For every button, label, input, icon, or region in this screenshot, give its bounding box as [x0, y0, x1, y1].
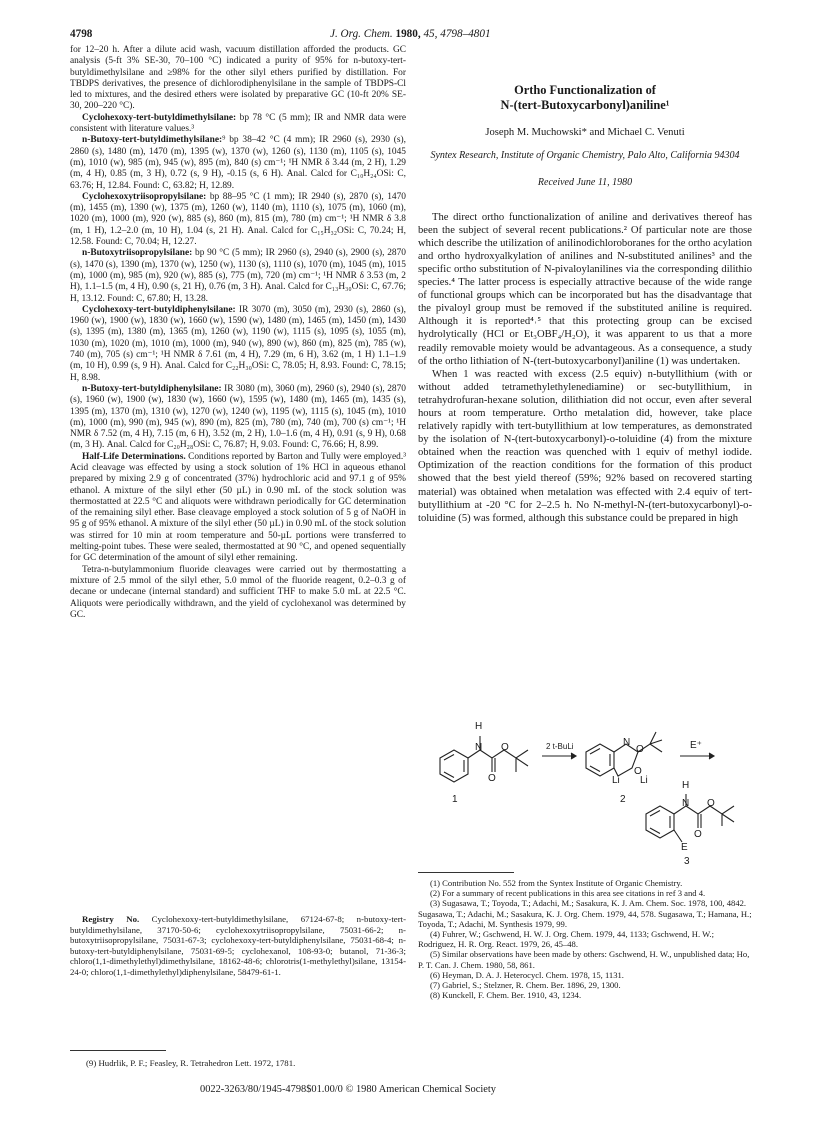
footnote-4: (4) Fuhrer, W.; Gschwend, H. W. J. Org. Chem. 1979, 44, 1133; Gschwend, H. W.; Rodriguez, H. R. Org. React. 1979, 26, 45–48.	[418, 929, 714, 950]
journal-citation	[330, 28, 491, 40]
article-title	[418, 83, 752, 113]
atom-o-4: O	[636, 744, 644, 755]
compound-entry-6	[70, 384, 406, 452]
electrophile-label: E⁺	[690, 740, 702, 751]
compound-label-2: 2	[620, 794, 626, 805]
article-authors: Joseph M. Muchowski* and Michael C. Venuti	[485, 127, 685, 138]
compound-entry-3	[70, 192, 406, 248]
compound-text-3: bp 88–95 °C (1 mm); IR 2940 (s), 2870 (s), 1470 (m), 1455 (m), 1390 (w), 1375 (m), 1260 (w), 1140 (m), 1110 (s), 1075 (m), 1060 (m), 1020 (m), 1000 (m), 920 (w), 885 (s), 860 (m), 815 (m), 780 (m) cm⁻¹; ¹H NMR δ 3.8 (m, 1 H), 1.2–2.0 (m, 10 H), 1.04 (s, 21 H). Anal. Calcd for C₁₅H₃₂OSi: C, 70.24; H, 12.58. Found: C, 70.04; H, 12.27.	[70, 191, 406, 248]
compound-name-2: n-Butoxy-tert-butyldimethylsilane:	[82, 135, 223, 146]
journal-year: 1980,	[395, 28, 421, 40]
reaction-scheme	[418, 718, 752, 868]
compound-entry-4	[70, 248, 406, 304]
footnote-2: (2) For a summary of recent publications in this area see citations in ref 3 and 4.	[430, 888, 706, 899]
compound-name-6: n-Butoxy-tert-butyldiphenylsilane:	[82, 383, 222, 394]
article-body	[418, 211, 752, 525]
received-date: Received June 11, 1980	[537, 177, 633, 189]
footnote-7: (7) Gabriel, S.; Stelzner, R. Chem. Ber. 1896, 29, 1300.	[430, 980, 621, 991]
atom-o-6: O	[707, 798, 715, 809]
left-paragraph-last: Tetra-n-butylammonium fluoride cleavages were carried out by thermostatting a mixture of 2.5 mmol of the silyl ether, 5.0 mmol of the fluoride reagent, 0.2–0.3 g of decane or undecane (internal standard) and sufficient THF to make 5.0 mL at 22.5 °C. Aliquots were periodically withdrawn, and the yield of cyclohexanol was determined by GC.	[70, 564, 406, 620]
article-title-line-1: Ortho Functionalization of	[514, 83, 656, 97]
footnote-5: (5) Similar observations have been made by others: Gschwend, H. W., unpublished data; Ho, P. T. Can. J. Chem. 1980, 58, 861.	[418, 949, 750, 970]
atom-h-3: H	[682, 780, 690, 791]
compound-name-4: n-Butoxytriisopropylsilane:	[82, 248, 193, 259]
half-life-heading: Half-Life Determinations.	[82, 451, 186, 462]
journal-volume: 45,	[423, 28, 438, 40]
compound-text-4: bp 90 °C (5 mm); IR 2960 (s), 2940 (s), 2900 (s), 2870 (s), 1470 (s), 1390 (m), 1370 (w), 1250 (w), 1130 (s), 1110 (s), 1070 (m), 1045 (m), 1015 (m), 1000 (m), 985 (m), 920 (w), 885 (s), 775 (m), 720 (m) cm⁻¹; ¹H NMR δ 3.53 (m, 2 H), 1.1–1.5 (m, 4 H), 0.90 (s, 21 H), 0.76 (m, 3 H). Anal. Calcd for C₁₃H₃₀OSi: C, 67.76; H, 13.12. Found: C, 67.80; H, 13.28.	[70, 248, 406, 304]
page-number: 4798	[70, 28, 93, 40]
journal-name: J. Org. Chem.	[330, 28, 393, 40]
running-header	[70, 28, 750, 44]
compound-label-3: 3	[684, 856, 690, 867]
footnote-3: (3) Sugasawa, T.; Toyoda, T.; Adachi, M.; Sasakura, K. J. Am. Chem. Soc. 1978, 100, 4842. Sugasawa, T.; Adachi, M.; Sasakura, K. J. Org. Chem. 1979, 44, 578. Sugasawa, T.; Hamana, H.; Toyoda, T.; Adachi, M. Synthesis 1979, 99.	[418, 898, 752, 929]
compound-entry-2	[70, 135, 406, 191]
footnote-8: (8) Kunckell, F. Chem. Ber. 1910, 43, 1234.	[430, 990, 582, 1001]
footnote-9: (9) Hudrlik, P. F.; Feasley, R. Tetrahedron Lett. 1972, 1781.	[86, 1058, 296, 1068]
compound-name-1: Cyclohexoxy-tert-butyldimethylsilane:	[82, 112, 237, 123]
atom-o-1: O	[488, 773, 496, 784]
half-life-section	[70, 452, 406, 565]
reagent-label: 2 t-BuLi	[546, 742, 574, 751]
footnote-1: (1) Contribution No. 552 from the Syntex Institute of Organic Chemistry.	[430, 878, 683, 888]
compound-text-2: ⁹ bp 38–42 °C (4 mm); IR 2960 (s), 2930 (s), 2860 (s), 1480 (m), 1470 (m), 1395 (w), 1370 (w), 1260 (s), 1130 (m), 1105 (s), 1045 (m), 1010 (w), 985 (m), 945 (w), 895 (m), 840 (s) cm⁻¹; ¹H NMR δ 3.44 (m, 2 H), 1.29 (m, 4 H), 0.85 (m, 3 H), 0.72 (s, 9 H), -0.15 (s, 6 H). Anal. Calcd for C₁₀H₂₄OSi: C, 63.76; H, 12.84. Found: C, 63.82; H, 12.89.	[70, 135, 406, 191]
body-paragraph-1: The direct ortho functionalization of aniline and derivatives thereof has been the subject of several recent publications.² Of particular note are those which describe the utilization of anilinodichloroboranes for the ortho acylation and ortho hydroxyalkylation of anilines and N-substituted anilines³ and the specific ortho substitution of N-pivaloylanilines via the corresponding dilithio species.⁴ The latter process is especially attractive because of the wide range of functional groups which can be incorporated but has the disadvantage that the pivaloyl group must be removed if the substituted aniline is required. Although it is reported⁴˒⁵ that this protecting group can be excised hydrolytically (HCl or Et₃OBF₄/H₂O), it was apparent to us that a more readily removable moiety would be advantageous. As a consequence, a study of the ortho lithiation of N-(tert-butoxycarbonyl)aniline (1) was undertaken.	[418, 211, 752, 367]
footnote-divider-right	[418, 872, 514, 873]
compound-text-1: bp 78 °C (5 mm); IR and NMR data were consistent with literature values.³	[70, 112, 406, 135]
atom-o-2: O	[501, 742, 509, 753]
compound-text-6: IR 3080 (m), 3060 (m), 2960 (s), 2940 (s), 2870 (s), 1960 (w), 1900 (w), 1830 (w), 1660 (w), 1595 (w), 1480 (m), 1465 (m), 1435 (s), 1395 (m), 1370 (m), 1310 (w), 1270 (w), 1240 (w), 1195 (w), 1115 (s), 1045 (m), 1010 (m), 1000 (m), 990 (m), 945 (w), 890 (m), 825 (m), 780 (m), 740 (m), 700 (s) cm⁻¹; ¹H NMR δ 7.52 (m, 4 H), 7.15 (m, 6 H), 3.52 (m, 2 H), 1.0–1.6 (m, 4 H), 0.91 (s, 9 H), 0.68 (m, 3 H). Anal. Calcd for C₂₀H₂₈OSi: C, 76.87; H, 9.03. Found: C, 76.66; H, 8.99.	[70, 383, 406, 451]
article-title-line-2: N-(tert-Butoxycarbonyl)aniline¹	[500, 98, 670, 112]
atom-o-3: O	[634, 766, 642, 777]
compound-name-5: Cyclohexoxy-tert-butyldiphenylsilane:	[82, 304, 236, 315]
compound-entry-5	[70, 305, 406, 384]
registry-numbers	[70, 914, 406, 978]
atom-li-2: Li	[640, 775, 648, 786]
atom-h-1: H	[475, 721, 483, 732]
compound-text-5: IR 3070 (m), 3050 (m), 2930 (s), 2860 (s), 1960 (w), 1900 (w), 1830 (w), 1660 (w), 1590 (w), 1480 (m), 1465 (m), 1450 (m), 1430 (s), 1395 (m), 1380 (m), 1365 (m), 1260 (w), 1190 (w), 1115 (s), 1095 (s), 1055 (m), 1030 (m), 1020 (m), 1010 (m), 1000 (m), 940 (w), 890 (w), 860 (m), 825 (m), 785 (w), 740 (m), 705 (s) cm⁻¹; ¹H NMR δ 7.61 (m, 4 H), 7.29 (m, 6 H), 3.62 (m, 1 H) 1.1–1.9 (m, 10 H), 0.99 (s, 9 H). Anal. Calcd for C₂₂H₃₀OSi: C, 78.05; H, 8.93. Found: C, 78.15; H, 8.98.	[70, 304, 406, 383]
atom-n-2: N	[623, 737, 631, 748]
journal-pages: 4798–4801	[440, 28, 491, 40]
copyright-footer: 0022-3263/80/1945-4798$01.00/0 © 1980 American Chemical Society	[200, 1084, 496, 1095]
compound-entry-1	[70, 113, 406, 136]
body-paragraph-2: When 1 was reacted with excess (2.5 equiv) n-butyllithium (with or without added tetramethylethylenediamine) or sec-butyllithium, in tetrahydrofuran-hexane solution, dilithiation did not occur, even after several hours at room temperature. Ortho metalation did, however, take place relatively rapidly with tert-butyllithium at low temperatures, as demonstrated by the isolation of N-(tert-butoxycarbonyl)-o-toluidine (4) from the mixture obtained when the reaction was quenched with 1 equiv of methyl iodide. Optimization of the reaction conditions for the formation of this product showed that the best yield thereof (59%; 92% based on recovered starting material) was obtained when metalation was effected with 2.4 equiv of tert-butyllithium at -20 °C for 2–2.5 h. No N-methyl-N-(tert-butoxycarbonyl)-o-toluidine (5) was formed, although this substance could be prepared in high	[418, 368, 752, 524]
atom-n-1: N	[475, 742, 483, 753]
atom-e: E	[681, 842, 688, 853]
footnote-6: (6) Heyman, D. A. J. Heterocycl. Chem. 1978, 15, 1131.	[430, 969, 624, 980]
atom-n-3: N	[682, 798, 690, 809]
half-life-text: Conditions reported by Barton and Tully were employed.³ Acid cleavage was effected by using a stock solution of 1% HCl in aqueous ethanol prepared by mixing 2.9 g of concentrated (37%) hydrochloric acid and 97.1 g of 95% ethanol. A mixture of the silyl ether (50 µL) in 0.90 mL of the stock solution was thermostatted at 22.5 °C and aliquots were withdrawn periodically for GC determination of the remaining silyl ether. Base cleavage employed a stock solution of 5 g of NaOH in 95 g of 95% ethanol. A mixture of the silyl ether (50 µL) in 0.90 mL of the stock solution was stirred for 10 min at room temperature and 50-µL portions were transferred to melting-point tubes. These were sealed, thermostatted at 90 °C, and opened sequentially for GC determination of the amount of silyl ether remaining.	[70, 451, 406, 564]
registry-text: Cyclohexoxy-tert-butyldimethylsilane, 67124-67-8; n-butoxy-tert-butyldimethylsilane, 37170-50-6; cyclohexoxytriisopropylsilane, 75031-66-2; n-butoxytriisopropylsilane, 75031-67-3; cyclohexoxy-tert-butyldiphenylsilane, 75031-68-4; n-butoxy-tert-butyldiphenylsilane, 75031-69-5; cyclohexanol, 108-93-0; butanol, 71-36-3; chloro(1,1-dimethylethyl)dimethylsilane, 18162-48-6; chlorotris(1-methylethyl)silane, 13154-24-0; chloro(1,1-dimethylethyl)diphenylsilane, 58479-61-1.	[70, 914, 407, 977]
footnote-divider-left	[70, 1050, 166, 1051]
footnotes	[418, 878, 752, 1000]
left-paragraph-1: for 12–20 h. After a dilute acid wash, vacuum distillation afforded the products. GC analysis (5-ft 3% SE-30, 70–100 °C) indicated a purity of 95% for n-butoxy-tert-butyldimethylsilane and ≥98% for the other silyl ethers purified by distillation. For TBDPS derivatives, the presence of dichlorodiphenylsilane in the sample of TBDPS-Cl led to mixtures, and the desired ethers were isolated by preparative GC (10-ft 20% SE-30, 200–220 °C).	[70, 45, 406, 112]
right-column	[418, 45, 752, 525]
atom-li-1: Li	[612, 775, 620, 786]
compound-name-3: Cyclohexoxytriisopropylsilane:	[82, 191, 207, 202]
article-affiliation: Syntex Research, Institute of Organic Chemistry, Palo Alto, California 94304	[430, 150, 740, 162]
registry-label: Registry No.	[82, 914, 140, 924]
compound-label-1: 1	[452, 794, 458, 805]
atom-o-5: O	[694, 829, 702, 840]
left-column	[70, 45, 406, 621]
